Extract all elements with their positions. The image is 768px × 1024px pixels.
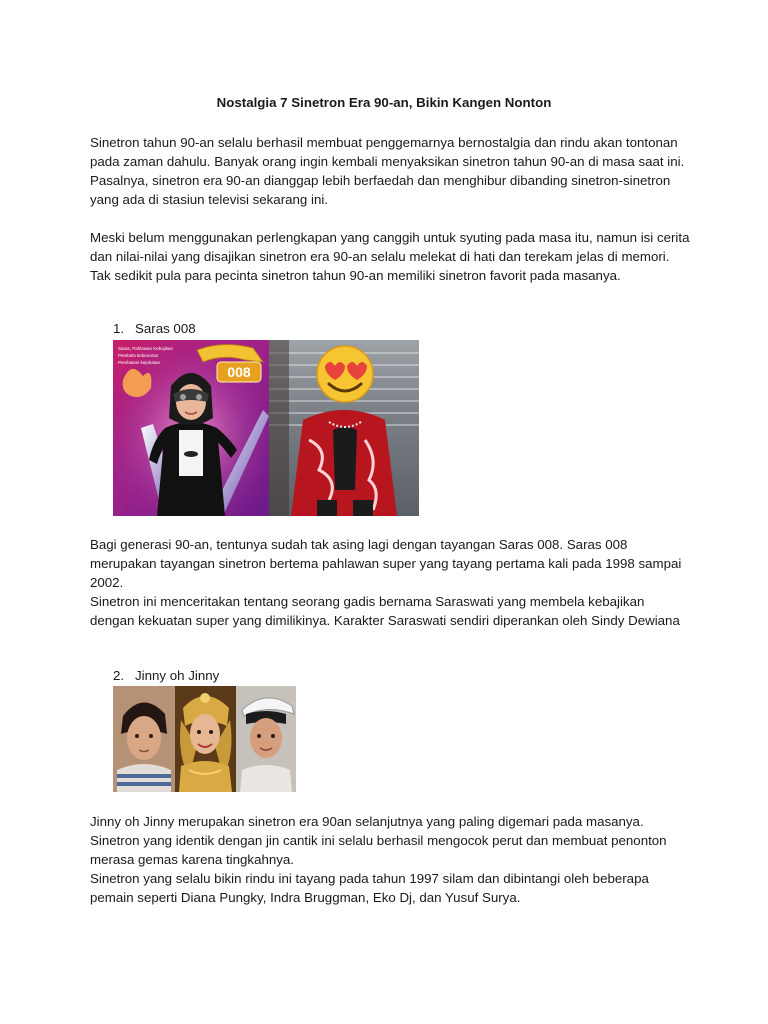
saras-poster-image — [113, 340, 269, 516]
list-item-jinny-heading — [113, 668, 219, 683]
list-item-title: Jinny oh Jinny — [135, 668, 220, 683]
list-number: 2. — [113, 668, 125, 683]
jinny-paragraph-1: Jinny oh Jinny merupakan sinetron era 90an selanjutnya yang paling digemari pada masanya. Sinetron yang identik dengan jin cantik ini selalu berhasil mengocok perut dan membuat penonton merasa gemas karena tingkahnya. — [90, 814, 667, 867]
actress-photo-image — [269, 340, 419, 516]
saras-paragraph-1: Bagi generasi 90-an, tentunya sudah tak asing lagi dengan tayangan Saras 008. Saras 008 merupakan tayangan sinetron bertema pahlawan super yang tayang pertama kali pada 1998 sampai 2002. — [90, 537, 682, 590]
poster-caption-1: Saras, Pahlawan Kebajikan — [118, 346, 174, 351]
intro-paragraph-1: Sinetron tahun 90-an selalu berhasil membuat penggemarnya bernostalgia dan rindu akan tontonan pada zaman dahulu. Banyak orang ingin kembali menyaksikan sinetron tahun 90-an di masa saat ini. Pasalnya, sinetron era 90-an dianggap lebih berfaedah dan menghibur dibanding sinetron-sinetron yang ada di stasiun televisi sekarang ini. — [90, 135, 685, 207]
list-number: 1. — [113, 321, 125, 336]
heart-eyes-emoji-icon — [317, 346, 373, 402]
list-item-title: Saras 008 — [135, 321, 196, 336]
saras-paragraph-2: Sinetron ini menceritakan tentang seorang gadis bernama Saraswati yang membela kebajikan dengan kekuatan super yang dimilikinya. Karakter Saraswati sendiri diperankan oleh Sindy Dewiana — [90, 594, 680, 628]
list-item-saras-heading — [113, 321, 196, 336]
poster-caption-3: Pembasmi kejahatan — [118, 360, 161, 365]
poster-caption-2: Pembela kebenaran — [118, 353, 159, 358]
page-title: Nostalgia 7 Sinetron Era 90-an, Bikin Kangen Nonton — [216, 95, 552, 110]
intro-paragraph-2: Meski belum menggunakan perlengkapan yang canggih untuk syuting pada masa itu, namun isi cerita dan nilai-nilai yang disajikan sinetron era 90-an selalu melekat di hati dan terekam jelas di memori. Tak sedikit pula para pecinta sinetron tahun 90-an memiliki sinetron favorit pada masanya. — [90, 230, 690, 283]
jinny-paragraph-2: Sinetron yang selalu bikin rindu ini tayang pada tahun 1997 silam dan dibintangi oleh beberapa pemain seperti Diana Pungky, Indra Bruggman, Eko Dj, dan Yusuf Surya. — [90, 871, 649, 905]
actor-photo-3-image — [236, 686, 296, 792]
actress-photo-2-image — [175, 686, 236, 792]
poster-logo-text: 008 — [227, 364, 251, 380]
actor-photo-1-image — [113, 686, 175, 792]
